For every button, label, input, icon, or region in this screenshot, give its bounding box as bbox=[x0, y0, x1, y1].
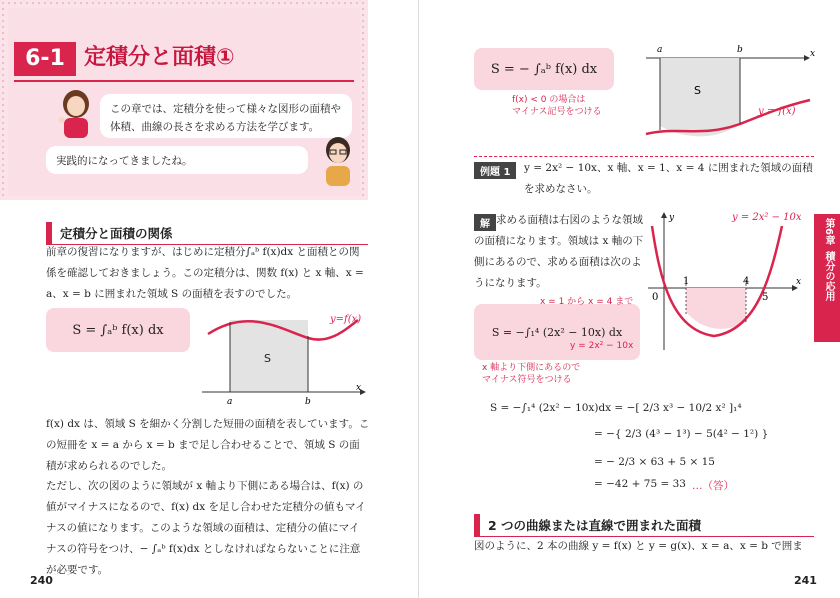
calc-line-1: S = −∫₁⁴ (2x² − 10x)dx = −[ 2/3 x³ − 10/2 x² ]₁⁴ bbox=[490, 402, 742, 414]
speech-bubble-teacher: この章では、定積分を使って様々な図形の面積や体積、曲線の長さを求める方法を学びます。 bbox=[100, 94, 352, 138]
region-label-positive: S bbox=[264, 352, 271, 365]
tick-b-2: b bbox=[737, 45, 743, 55]
curve-label-positive: y=f(x) bbox=[330, 314, 362, 325]
tick-5-label: 5 bbox=[762, 292, 769, 303]
graph-parabola bbox=[642, 210, 806, 358]
chapter-title: 定積分と面積① bbox=[84, 45, 235, 70]
right-page bbox=[420, 0, 840, 598]
section-title-definite-integral-area: 定積分と面積の関係 bbox=[46, 222, 368, 245]
chapter-number: 6-1 bbox=[14, 42, 76, 76]
region-label-negative: S bbox=[694, 84, 701, 97]
chapter-side-tab[interactable] bbox=[814, 214, 840, 342]
calc-line-4: = −42 + 75 = 33 bbox=[594, 478, 686, 490]
note-function: y = 2x² − 10x bbox=[570, 341, 634, 351]
answer-text: 求める面積は右図のような領域の面積になります。領域は x 軸の下側にあるので、求める面積は次のようになります。 bbox=[474, 214, 644, 289]
paragraph-1: 前章の復習になりますが、はじめに定積分∫ₐᵇ f(x)dx と面積との関係を確認しておきましょう。この定積分は、関数 f(x) と x 軸、x = a、x = b に囲まれた領域 S の面積を表すのでした。 bbox=[46, 246, 364, 300]
tick-a-2: a bbox=[657, 45, 663, 55]
paragraph-3: ただし、次の図のように領域が x 軸より下側にある場合は、f(x) の値がマイナスになるので、f(x) dx を足し合わせた定積分の値もマイナスの値になります。このような領域の面積は、定積分の値にマイナスの符号をつけ、− ∫ₐᵇ f(x)dx としなければならないことに注意が必要です。 bbox=[46, 480, 366, 576]
tick-a-1: a bbox=[227, 397, 233, 407]
x-axis-label-3: x bbox=[796, 277, 802, 287]
formula-example: S = −∫₁⁴ (2x² − 10x) dx bbox=[474, 304, 640, 360]
x-axis-label-2: x bbox=[810, 49, 816, 59]
origin-label: 0 bbox=[652, 292, 659, 303]
side-tab-title: 積分の応用 bbox=[823, 250, 834, 301]
student-character-icon bbox=[316, 134, 360, 186]
calc-line-2: = −{ 2/3 (4³ − 1³) − 5(4² − 1²) } bbox=[594, 428, 769, 440]
graph-negative-area bbox=[640, 42, 820, 146]
x-axis-label-1: x bbox=[356, 383, 362, 393]
note-negative-sign: f(x) < 0 の場合は マイナス記号をつける bbox=[512, 95, 602, 117]
calc-answer: …（答） bbox=[692, 480, 734, 492]
tick-4-label: 4 bbox=[743, 276, 750, 287]
left-page bbox=[0, 0, 419, 598]
example-text: y = 2x² − 10x、x 軸、x = 1、x = 4 に囲まれた領域の面積を求めなさい。 bbox=[524, 162, 813, 195]
curve-label-negative: y = f(x) bbox=[758, 106, 796, 117]
chapter-header bbox=[0, 0, 368, 200]
side-tab-chapter: 第6章 bbox=[823, 218, 834, 245]
paragraph-2: f(x) dx は、領域 S を細かく分割した短冊の面積を表しています。この短冊を x = a から x = b まで足し合わせることで、領域 S の面積が求められるのでした。 bbox=[46, 418, 370, 472]
answer-label: 解 bbox=[474, 214, 496, 231]
formula-area-integral: S = ∫ₐᵇ f(x) dx bbox=[46, 308, 190, 352]
example-label: 例題 1 bbox=[474, 162, 516, 179]
page-number-right: 241 bbox=[794, 574, 817, 587]
graph-positive-area bbox=[198, 302, 368, 408]
curve-label-parabola: y = 2x² − 10x bbox=[732, 212, 802, 223]
speech-bubble-student: 実践的になってきましたね。 bbox=[46, 146, 308, 174]
calc-line-3: = − 2/3 × 63 + 5 × 15 bbox=[594, 456, 715, 468]
teacher-character-icon bbox=[54, 88, 98, 138]
section-title-two-curves: 2 つの曲線または直線で囲まれた面積 bbox=[474, 514, 814, 537]
tick-1-label: 1 bbox=[683, 276, 690, 287]
y-axis-label-3: y bbox=[669, 213, 675, 223]
tick-b-1: b bbox=[305, 397, 311, 407]
note-range: x = 1 から x = 4 まで bbox=[540, 297, 634, 307]
page-number-left: 240 bbox=[30, 574, 53, 587]
paragraph-4: 図のように、2 本の曲線 y = f(x) と y = g(x)、x = a、x = b で囲ま bbox=[474, 540, 803, 552]
note-minus-sign: x 軸より下側にあるので マイナス符号をつける bbox=[482, 363, 581, 385]
formula-negative-area: S = − ∫ₐᵇ f(x) dx bbox=[474, 48, 614, 90]
